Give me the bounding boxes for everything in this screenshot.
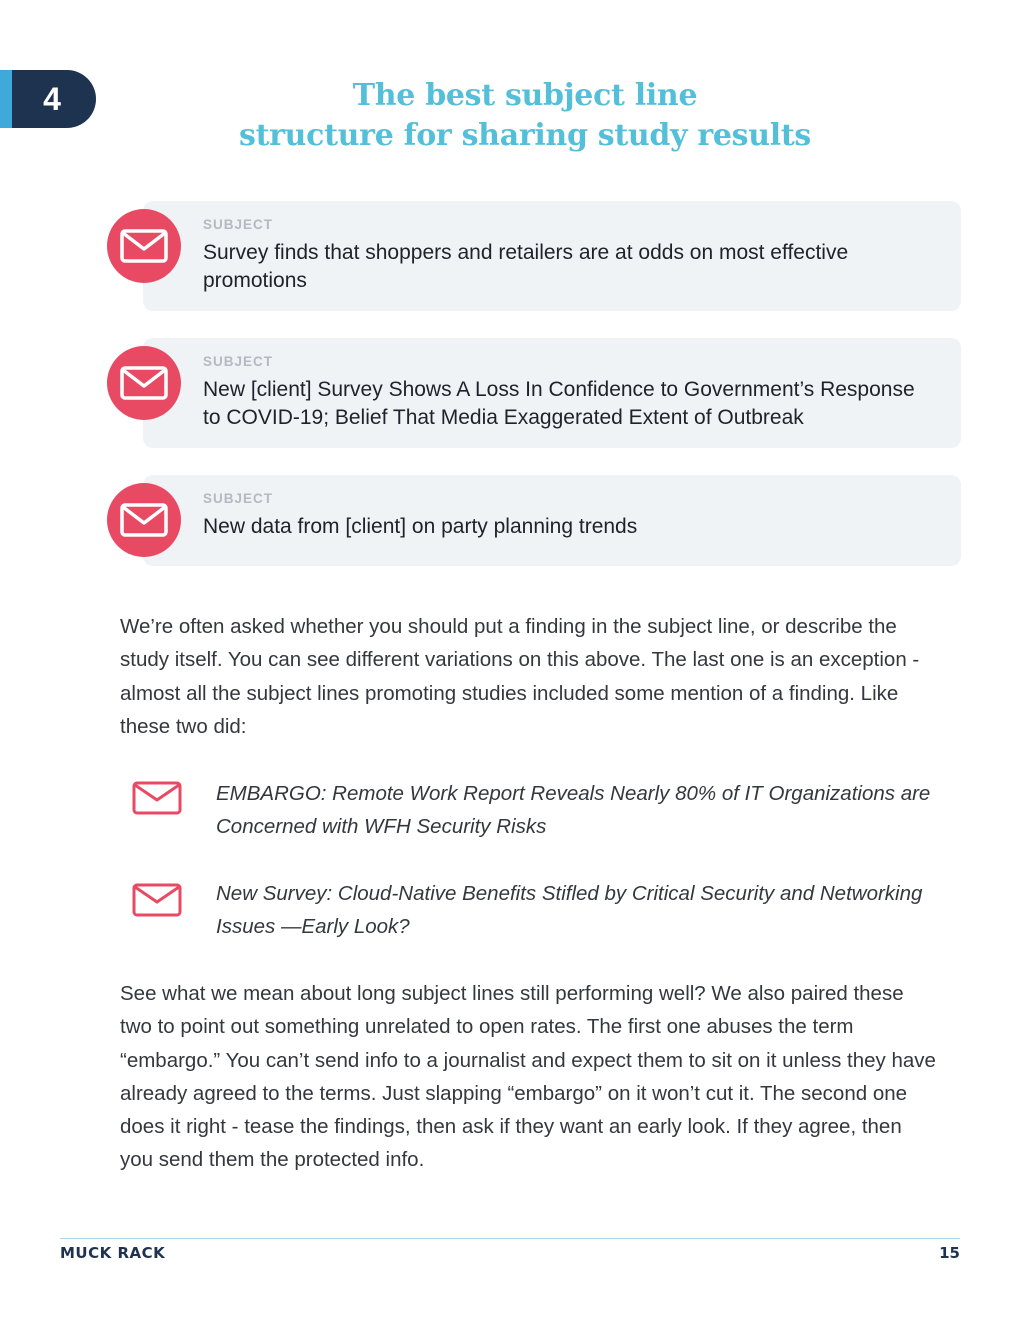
subject-label: SUBJECT [203, 217, 274, 232]
section-number: 4 [43, 81, 61, 117]
envelope-icon [107, 483, 181, 557]
example-subject-2: New Survey: Cloud-Native Benefits Stifled by Critical Security and Networking Issues —Early Look? [216, 882, 923, 939]
body-paragraph-2: See what we mean about long subject lines still performing well? We also paired these two to point out something unrelated to open rates. The first one abuses the term “embargo.” You can’t send info to a journalist and expect them to sit on it unless they have already agreed to the terms. Just slapping “embargo” on it won’t cut it. The second one does it right - tease the findings, then ask if they want an early look. If they agree, then you send them the protected info. [120, 982, 936, 1172]
subject-text: New data from [client] on party planning trends [203, 515, 638, 538]
envelope-icon [132, 780, 182, 816]
example-subject-1: EMBARGO: Remote Work Report Reveals Nearly 80% of IT Organizations are Concerned with WFH Security Risks [216, 782, 931, 839]
section-number-tab [0, 70, 96, 128]
subject-text: Survey finds that shoppers and retailers are at odds on most effective promotions [203, 241, 849, 292]
subject-card-3 [143, 475, 961, 566]
envelope-icon [107, 346, 181, 420]
brand-logo: MUCK RACK [60, 1244, 166, 1262]
subject-card-1 [143, 201, 961, 311]
subject-label: SUBJECT [203, 354, 274, 369]
footer-divider [60, 1238, 960, 1239]
tab-accent-bar [0, 70, 12, 128]
page-title-line-1: The best subject line [352, 78, 698, 113]
subject-card-2 [143, 338, 961, 448]
envelope-icon [107, 209, 181, 283]
subject-label: SUBJECT [203, 491, 274, 506]
page-number: 15 [939, 1244, 960, 1262]
subject-text: New [client] Survey Shows A Loss In Confidence to Government’s Response to COVID-19; Belief That Media Exaggerated Extent of Outbreak [203, 378, 915, 429]
body-paragraph-1: We’re often asked whether you should put a finding in the subject line, or describe the study itself. You can see different variations on this above. The last one is an exception - almost all the subject lines promoting studies included some mention of a finding. Like these two did: [120, 615, 920, 738]
page-title-line-2: structure for sharing study results [238, 118, 812, 153]
envelope-icon [132, 882, 182, 918]
page-title [130, 76, 920, 156]
